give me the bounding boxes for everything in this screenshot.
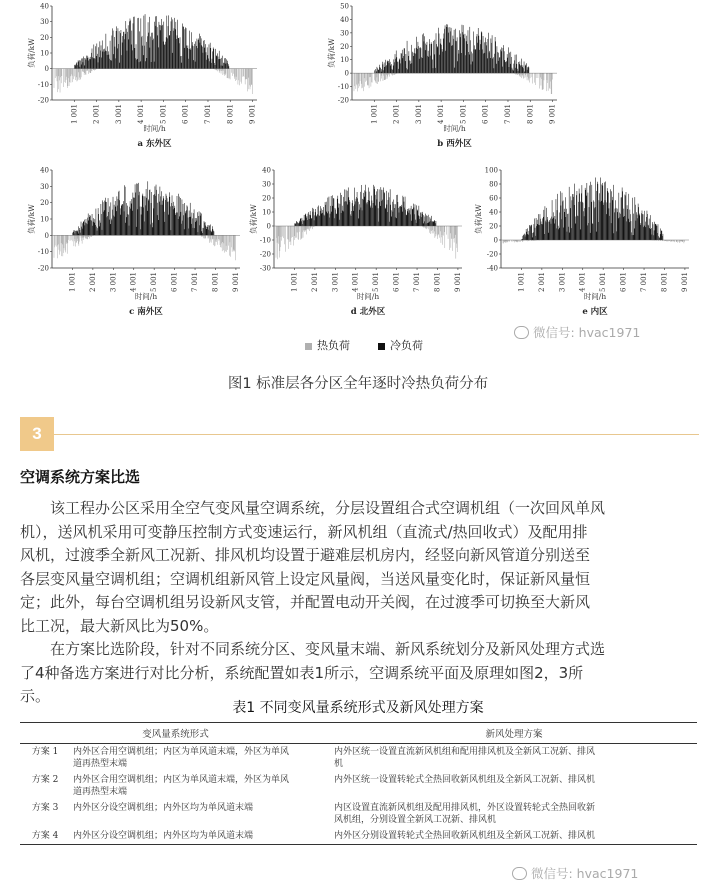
legend-cool-swatch <box>378 343 385 350</box>
y-axis-label: 负荷/kW <box>474 204 483 234</box>
x-tick-label: 7 001 <box>503 104 512 125</box>
legend-heat-label: 热负荷 <box>317 339 350 352</box>
cell-line: 内外区分设空调机组；内外区均为单风道末端 <box>73 803 254 813</box>
paragraph-line: 各层变风量空调机组；空调机组新风管上设定风量阀，当送风量变化时，保证新风量恒 <box>20 569 591 588</box>
watermark-top <box>514 323 640 341</box>
cell-line: 内外区统一设置转轮式全热回收新风机组及全新风工况新、排风机 <box>334 775 596 785</box>
section-title: 空调系统方案比选 <box>20 468 141 486</box>
x-axis-label: 时间/h <box>356 292 380 301</box>
chart-subcaption: e 内区 <box>582 307 608 317</box>
y-tick-label: 10 <box>40 49 49 58</box>
paragraph-line: 了4种备选方案进行对比分析，系统配置如表1所示，空调系统平面及原理如图2，3所 <box>20 663 584 682</box>
x-tick-label: 4 001 <box>351 272 360 293</box>
table-row <box>20 744 697 773</box>
chart-legend <box>305 337 423 353</box>
load-chart-svg <box>328 2 567 148</box>
section-number-badge: 3 <box>20 417 54 451</box>
y-tick-label: 10 <box>40 215 49 224</box>
y-tick-label: -30 <box>259 264 271 273</box>
fresh-air-cell <box>331 744 697 773</box>
load-chart-svg <box>475 166 699 316</box>
load-chart-svg <box>28 2 267 148</box>
y-axis-label: 负荷/kW <box>27 204 36 234</box>
fresh-air-cell <box>331 772 697 800</box>
x-axis-label: 时间/h <box>143 124 166 133</box>
cell-line: 道再热型末端 <box>73 759 128 769</box>
legend-heat <box>305 337 350 353</box>
scheme-name: 方案 3 <box>31 803 59 813</box>
y-tick-label: 0 <box>44 65 49 74</box>
x-tick-label: 6 001 <box>181 104 190 125</box>
x-tick-label: 8 001 <box>433 272 442 293</box>
chart-subcaption: c 南外区 <box>129 307 163 317</box>
system-form-cell <box>70 772 331 800</box>
paragraph-line: 该工程办公区采用全空气变风量空调系统，分层设置组合式空调机组（一次回风单风 <box>50 499 606 517</box>
y-tick-label: 40 <box>40 166 49 175</box>
cell-line: 内区设置直流新风机组及配用排风机，外区设置转轮式全热回收新 <box>334 803 596 813</box>
x-tick-label: 4 001 <box>437 104 446 125</box>
y-tick-label: 40 <box>489 208 498 217</box>
paragraph-line: 示。 <box>20 687 51 705</box>
y-tick-label: 50 <box>340 2 349 11</box>
table-row <box>20 772 697 800</box>
x-tick-label: 2 001 <box>88 272 97 293</box>
x-tick-label: 8 001 <box>660 272 669 293</box>
x-tick-label: 1 001 <box>290 272 299 293</box>
x-tick-label: 9 001 <box>231 272 240 293</box>
y-tick-label: -10 <box>37 80 49 89</box>
x-tick-label: 1 001 <box>68 272 77 293</box>
x-tick-label: 4 001 <box>129 272 138 293</box>
x-tick-label: 9 001 <box>248 104 257 125</box>
cell-line: 机 <box>334 759 344 769</box>
x-tick-label: 5 001 <box>372 272 381 293</box>
legend-cool <box>378 337 423 353</box>
x-tick-label: 6 001 <box>481 104 490 125</box>
table-header-fresh-air: 新风处理方案 <box>331 723 697 744</box>
y-tick-label: 0 <box>344 69 349 78</box>
y-tick-label: 20 <box>40 33 49 42</box>
x-tick-label: 1 001 <box>70 104 79 125</box>
chart-subcaption: b 西外区 <box>437 139 472 149</box>
y-tick-label: 20 <box>262 194 271 203</box>
y-tick-label: -10 <box>259 236 271 245</box>
y-tick-label: -20 <box>486 250 498 259</box>
x-tick-label: 3 001 <box>331 272 340 293</box>
x-axis-label: 时间/h <box>583 292 607 301</box>
paragraph-1 <box>20 497 700 638</box>
cell-line: 内外区统一设置直流新风机组和配用排风机及全新风工况新、排风 <box>334 747 596 757</box>
y-tick-label: 40 <box>262 166 271 175</box>
y-tick-label: -10 <box>337 83 349 92</box>
wechat-icon <box>514 326 529 339</box>
x-tick-label: 2 001 <box>537 272 546 293</box>
y-tick-label: 0 <box>266 222 271 231</box>
x-tick-label: 1 001 <box>517 272 526 293</box>
x-tick-label: 7 001 <box>203 104 212 125</box>
load-chart-svg <box>28 166 250 316</box>
x-tick-label: 3 001 <box>109 272 118 293</box>
x-tick-label: 4 001 <box>578 272 587 293</box>
table-row <box>20 800 697 828</box>
y-tick-label: 80 <box>489 180 498 189</box>
x-tick-label: 6 001 <box>170 272 179 293</box>
chart-subcaption: d 北外区 <box>350 307 386 317</box>
wechat-icon <box>512 867 527 880</box>
y-tick-label: -20 <box>259 250 271 259</box>
x-tick-label: 8 001 <box>211 272 220 293</box>
y-tick-label: 30 <box>40 18 49 27</box>
x-tick-label: 1 001 <box>370 104 379 125</box>
paragraph-line: 机），送风机采用可变静压控制方式变速运行，新风机组（直流式/热回收式）及配用排 <box>20 522 588 541</box>
y-tick-label: -20 <box>37 96 49 105</box>
x-tick-label: 3 001 <box>114 104 123 125</box>
y-tick-label: 40 <box>340 15 349 24</box>
scheme-name: 方案 4 <box>20 828 70 845</box>
y-tick-label: 10 <box>340 56 349 65</box>
x-tick-label: 9 001 <box>680 272 689 293</box>
x-tick-label: 2 001 <box>392 104 401 125</box>
scheme-table <box>20 722 697 845</box>
y-axis-label: 负荷/kW <box>27 38 36 68</box>
y-tick-label: 100 <box>484 166 498 175</box>
table-header-row <box>20 723 697 744</box>
load-chart-svg <box>250 166 472 316</box>
figure-caption: 图1 标准层各分区全年逐时冷热负荷分布 <box>227 376 489 392</box>
system-form-cell <box>70 744 331 773</box>
x-tick-label: 9 001 <box>453 272 462 293</box>
x-tick-label: 5 001 <box>159 104 168 125</box>
chart-d <box>250 166 472 316</box>
y-tick-label: 0 <box>44 231 49 240</box>
paragraph-line: 在方案比选阶段，针对不同系统分区、变风量末端、新风系统划分及新风处理方式选 <box>50 640 606 658</box>
watermark-text: 微信号: hvac1971 <box>531 866 639 881</box>
system-form-cell <box>70 800 331 828</box>
cell-line: 内外区分设空调机组；内外区均为单风道末端 <box>73 831 254 841</box>
cell-line: 内外区分别设置转轮式全热回收新风机组及全新风工况新、排风机 <box>334 831 596 841</box>
y-tick-label: 60 <box>489 194 498 203</box>
fresh-air-cell <box>331 800 697 828</box>
y-tick-label: 30 <box>40 182 49 191</box>
watermark-text: 微信号: hvac1971 <box>533 325 641 340</box>
scheme-name: 方案 1 <box>31 747 59 757</box>
x-tick-label: 4 001 <box>137 104 146 125</box>
x-tick-label: 3 001 <box>414 104 423 125</box>
x-tick-label: 3 001 <box>558 272 567 293</box>
x-tick-label: 6 001 <box>392 272 401 293</box>
y-tick-label: 10 <box>262 208 271 217</box>
table-row <box>20 828 697 845</box>
y-axis-label: 负荷/kW <box>249 204 258 234</box>
x-tick-label: 2 001 <box>310 272 319 293</box>
y-tick-label: 20 <box>40 199 49 208</box>
cell-line: 道再热型末端 <box>73 787 128 797</box>
y-tick-label: 30 <box>262 180 271 189</box>
cell-line: 内外区合用空调机组；内区为单风道末端，外区为单风 <box>73 747 290 757</box>
chart-c <box>28 166 250 316</box>
x-tick-label: 5 001 <box>599 272 608 293</box>
x-tick-label: 7 001 <box>413 272 422 293</box>
x-tick-label: 6 001 <box>619 272 628 293</box>
y-tick-label: 30 <box>340 29 349 38</box>
x-tick-label: 7 001 <box>640 272 649 293</box>
x-tick-label: 8 001 <box>226 104 235 125</box>
paragraph-line: 风机，过渡季全新风工况新、排风机均设置于避难层机房内，经竖向新风管道分别送至 <box>20 546 591 564</box>
paragraph-line: 比工况，最大新风比为50%。 <box>20 616 219 635</box>
cell-line: 内外区合用空调机组；内区为单风道末端，外区为单风 <box>73 775 290 785</box>
x-tick-label: 2 001 <box>92 104 101 125</box>
y-tick-label: -20 <box>337 96 349 105</box>
chart-b <box>328 2 567 148</box>
y-tick-label: 20 <box>340 42 349 51</box>
y-tick-label: -20 <box>37 264 49 273</box>
section-divider <box>54 434 699 435</box>
x-axis-label: 时间/h <box>443 124 466 133</box>
cell-line: 风机组，分别设置全新风工况新、排风机 <box>334 815 497 825</box>
fresh-air-cell <box>331 828 697 845</box>
x-tick-label: 8 001 <box>526 104 535 125</box>
table-header-system-form: 变风量系统形式 <box>20 723 331 744</box>
x-tick-label: 5 001 <box>459 104 468 125</box>
x-axis-label: 时间/h <box>134 292 158 301</box>
y-tick-label: -40 <box>486 264 498 273</box>
legend-heat-swatch <box>305 343 312 350</box>
y-tick-label: 20 <box>489 222 498 231</box>
y-tick-label: 40 <box>40 2 49 11</box>
x-tick-label: 7 001 <box>191 272 200 293</box>
x-tick-label: 9 001 <box>548 104 557 125</box>
chart-a <box>28 2 267 148</box>
y-axis-label: 负荷/kW <box>327 38 336 68</box>
chart-subcaption: a 东外区 <box>137 139 172 149</box>
legend-cool-label: 冷负荷 <box>390 339 423 352</box>
watermark-bottom <box>512 864 638 882</box>
table-caption: 表1 不同变风量系统形式及新风处理方案 <box>232 700 484 716</box>
y-tick-label: -10 <box>37 248 49 257</box>
scheme-name: 方案 2 <box>31 775 59 785</box>
chart-e <box>475 166 699 316</box>
system-form-cell <box>70 828 331 845</box>
y-tick-label: 0 <box>493 236 498 245</box>
paragraph-line: 定；此外，每台空调机组另设新风支管，并配置电动开关阀，在过渡季可切换至大新风 <box>20 593 591 611</box>
x-tick-label: 5 001 <box>150 272 159 293</box>
